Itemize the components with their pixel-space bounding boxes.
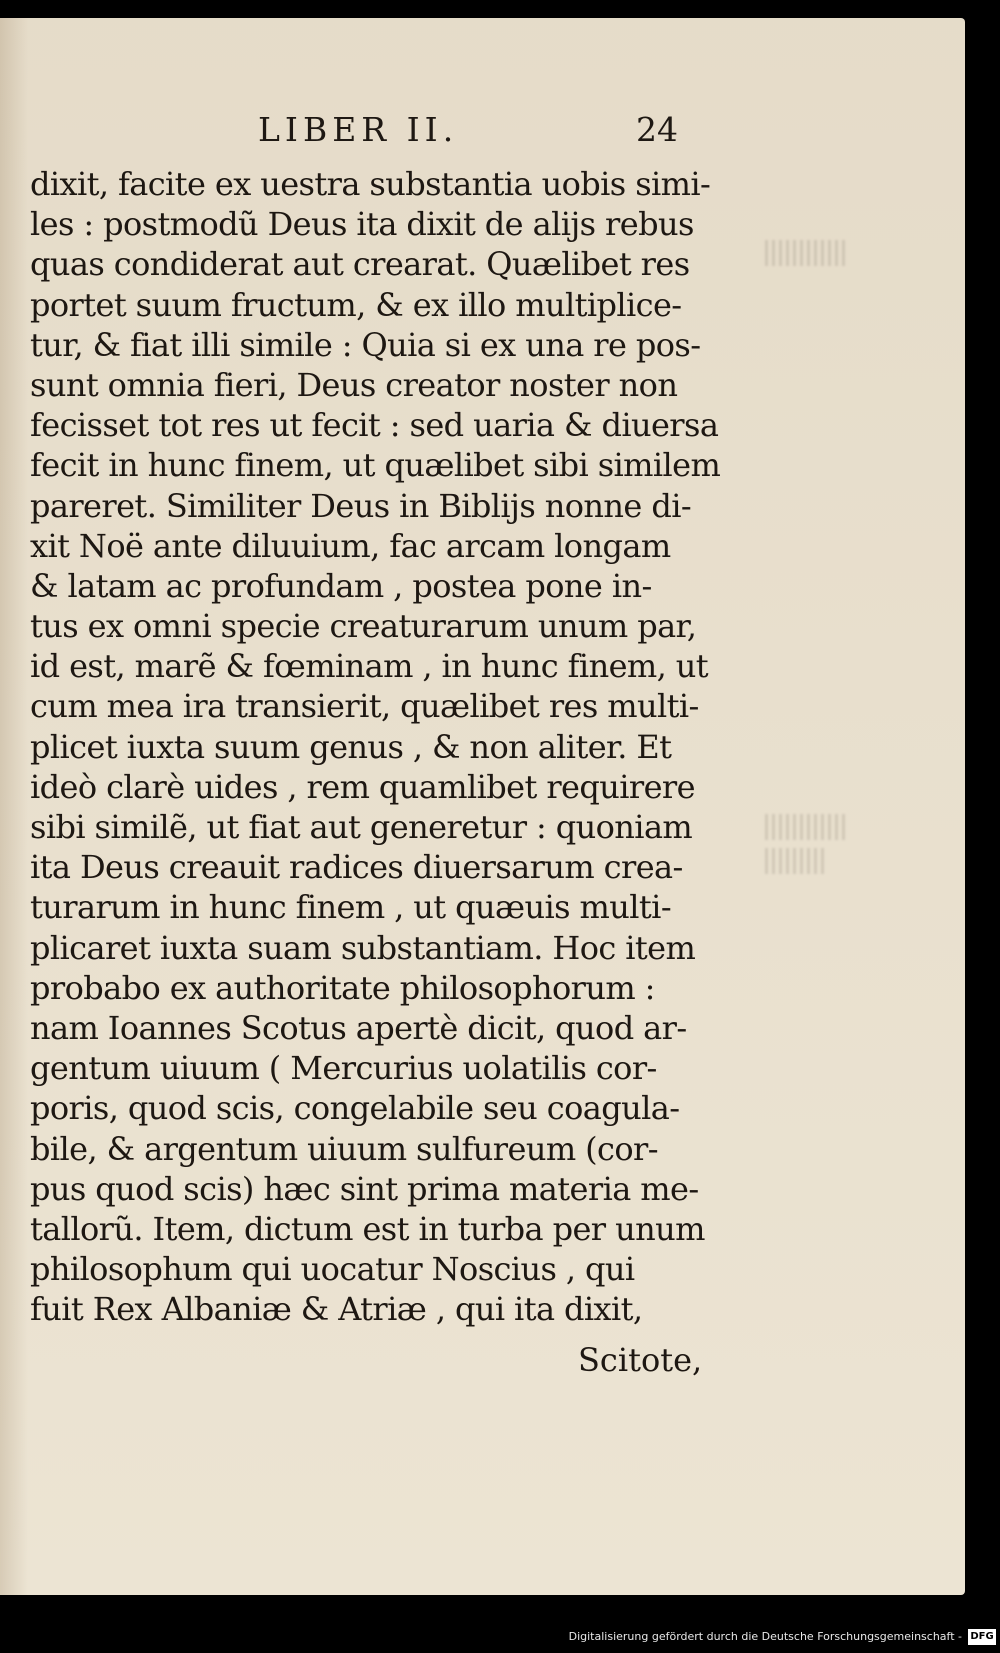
funding-credit: Digitalisierung gefördert durch die Deutsche Forschungsgemeinschaft -: [568, 1630, 962, 1643]
show-through-mark: [765, 240, 845, 266]
text-line: tur, & fiat illi simile : Quia si ex una re pos-: [30, 325, 701, 364]
show-through-mark: [765, 814, 845, 840]
text-line: sibi similẽ, ut fiat aut generetur : quoniam: [30, 808, 693, 846]
text-line: nam Ioannes Scotus apertè dicit, quod ar-: [30, 1008, 687, 1047]
text-line: portet suum fructum, & ex illo multiplice-: [30, 285, 682, 324]
text-line: fecit in hunc finem, ut quælibet sibi similem: [30, 446, 721, 485]
text-line: tallorũ. Item, dictum est in turba per unum: [30, 1209, 705, 1248]
text-line: philosophum qui uocatur Noscius , qui: [30, 1250, 635, 1289]
text-line: pus quod scis) hæc sint prima materia me-: [30, 1169, 699, 1208]
text-line: ideò clarè uides , rem quamlibet requirere: [30, 767, 695, 806]
book-page: [0, 18, 965, 1595]
show-through-mark: [765, 848, 825, 874]
text-line: cum mea ira transierit, quælibet res multi-: [30, 687, 699, 726]
text-line: turarum in hunc finem , ut quæuis multi-: [30, 888, 672, 927]
body-text: [30, 164, 720, 1329]
text-line: fecisset tot res ut fecit : sed uaria & diuersa: [30, 406, 719, 445]
text-line: pareret. Similiter Deus in Biblijs nonne di-: [30, 486, 692, 525]
text-line: & latam ac profundam , postea pone in-: [30, 566, 652, 605]
catchword: Scitote,: [578, 1341, 703, 1379]
text-line: xit Noë ante diluuium, fac arcam longam: [30, 526, 671, 565]
text-line: plicaret iuxta suam substantiam. Hoc item: [30, 928, 696, 967]
text-line: tus ex omni specie creaturarum unum par,: [30, 607, 697, 646]
text-line: ita Deus creauit radices diuersarum crea-: [30, 848, 683, 887]
text-line: plicet iuxta suum genus , & non aliter. Et: [30, 727, 672, 766]
text-line: poris, quod scis, congelabile seu coagula-: [30, 1089, 680, 1128]
text-line: quas condiderat aut crearat. Quælibet res: [30, 245, 690, 284]
page-number: 24: [636, 110, 678, 149]
text-line: sunt omnia fieri, Deus creator noster non: [30, 365, 678, 404]
text-line: gentum uiuum ( Mercurius uolatilis cor-: [30, 1049, 657, 1088]
running-title: LIBER II.: [258, 110, 459, 149]
text-line: bile, & argentum uiuum sulfureum (cor-: [30, 1129, 658, 1168]
footer-bar: [0, 1617, 1000, 1653]
text-line: fuit Rex Albaniæ & Atriæ , qui ita dixit,: [30, 1290, 643, 1329]
dfg-logo: DFG: [968, 1629, 996, 1645]
running-head: [258, 110, 688, 160]
text-line: probabo ex authoritate philosophorum :: [30, 968, 655, 1007]
text-line: id est, marẽ & fœminam , in hunc finem, ut: [30, 647, 709, 686]
text-line: dixit, facite ex uestra substantia uobis simi-: [30, 165, 711, 203]
text-line: les : postmodũ Deus ita dixit de alijs rebus: [30, 205, 694, 244]
